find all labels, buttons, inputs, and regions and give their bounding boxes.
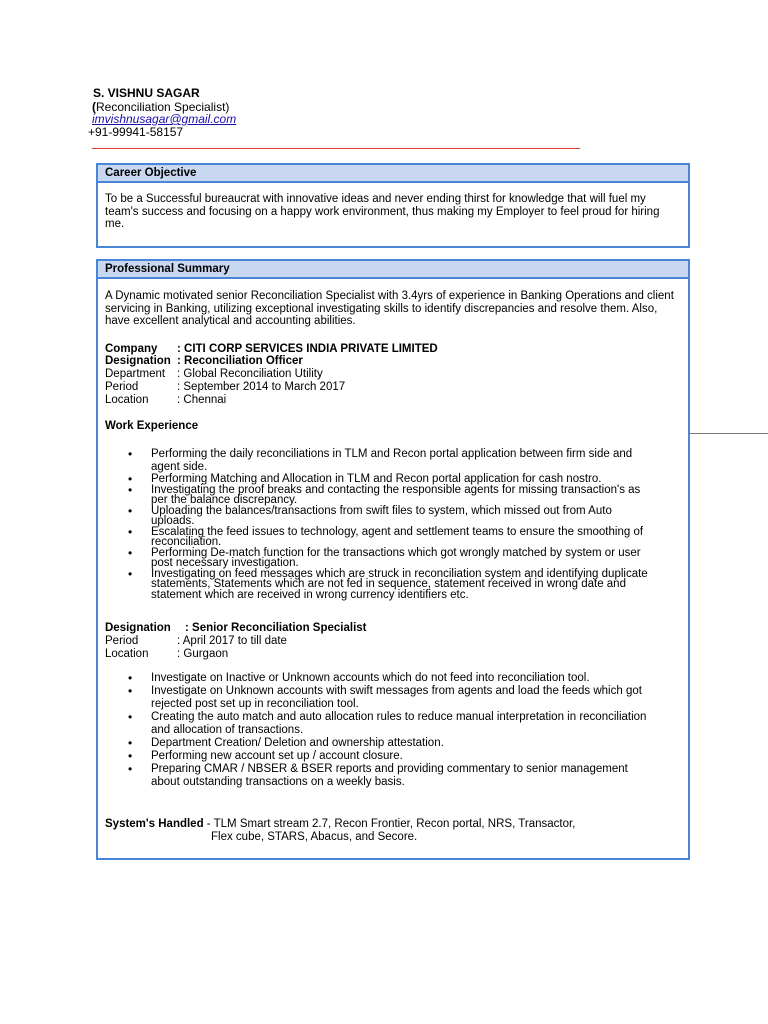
systems-line-1: - TLM Smart stream 2.7, Recon Frontier, Recon portal, NRS, Transactor,	[203, 818, 576, 830]
list-item: • Investigating the proof breaks and contacting the responsible agents for missing transaction's as per the balance discrepancy.	[128, 485, 658, 506]
period-row-2: Period : April 2017 to till date	[105, 635, 287, 647]
job1-bullet-list	[128, 448, 658, 600]
phone-number: +91-99941-58157	[88, 125, 184, 139]
location-row-2: Location : Gurgaon	[105, 648, 229, 660]
list-item: • Preparing CMAR / NBSER & BSER reports and providing commentary to senior management about outstanding transactions on a weekly basis.	[128, 763, 658, 789]
candidate-name: S. VISHNU SAGAR	[93, 86, 200, 100]
designation-row: Designation : Reconciliation Officer	[105, 355, 303, 367]
systems-handled	[105, 818, 575, 844]
list-item: • Escalating the feed issues to technology, agent and settlement teams to ensure the smoothing of reconciliation.	[128, 527, 658, 548]
systems-label: System's Handled	[105, 818, 204, 830]
list-item: • Creating the auto match and auto allocation rules to reduce manual interpretation in reconciliation and allocation of transactions.	[128, 711, 658, 737]
location-row: Location : Chennai	[105, 394, 227, 406]
side-divider	[688, 433, 768, 434]
list-item: • Performing De-match function for the transactions which got wrongly matched by system or user post necessary investigation.	[128, 548, 658, 569]
list-item: • Performing new account set up / account closure.	[128, 750, 658, 763]
period-row: Period : September 2014 to March 2017	[105, 381, 346, 393]
list-item: • Department Creation/ Deletion and ownership attestation.	[128, 737, 658, 750]
list-item: • Performing the daily reconciliations in TLM and Recon portal application between firm side and agent side.	[128, 448, 658, 474]
candidate-role: (Reconciliation Specialist)	[92, 100, 230, 114]
list-item: • Investigate on Unknown accounts with swift messages from agents and load the feeds which got rejected post set up in reconciliation tool.	[128, 685, 658, 711]
list-item: • Uploading the balances/transactions from swift files to system, which missed out from Auto uploads.	[128, 506, 658, 527]
systems-line-2: Flex cube, STARS, Abacus, and Secore.	[211, 831, 418, 843]
job2-bullet-list	[128, 672, 658, 789]
header-divider	[92, 148, 580, 149]
list-item: • Investigating on feed messages which are struck in reconciliation system and identifying duplicate statements, Statements which are not fed in sequence, statement received in wrong date and statement which are received in wrong currency identifiers etc.	[128, 569, 658, 601]
designation-row-2: Designation : Senior Reconciliation Specialist	[105, 622, 367, 634]
career-objective-title: Career Objective	[98, 165, 688, 183]
company-row: Company : CITI CORP SERVICES INDIA PRIVATE LIMITED	[105, 343, 438, 355]
email-link[interactable]: imvishnusagar@gmail.com	[92, 112, 237, 126]
professional-summary-text: A Dynamic motivated senior Reconciliation Specialist with 3.4yrs of experience in Banking Operations and client servicing in Banking, utilizing exceptional investigating skills to identify discrepancies and resolve them. Also, have excellent analytical and accounting abilities.	[105, 290, 674, 327]
work-experience-heading: Work Experience	[105, 420, 199, 432]
professional-summary-title: Professional Summary	[98, 261, 688, 279]
department-row: Department : Global Reconciliation Utility	[105, 368, 323, 380]
list-item: • Performing Matching and Allocation in TLM and Recon portal application for cash nostro.	[128, 474, 658, 485]
list-item: • Investigate on Inactive or Unknown accounts which do not feed into reconciliation tool.	[128, 672, 658, 685]
career-objective-text: To be a Successful bureaucrat with innovative ideas and never ending thirst for knowledge that will fuel my team's success and focusing on a happy work environment, thus making my Employer to feel proud for hiring me.	[105, 193, 660, 230]
